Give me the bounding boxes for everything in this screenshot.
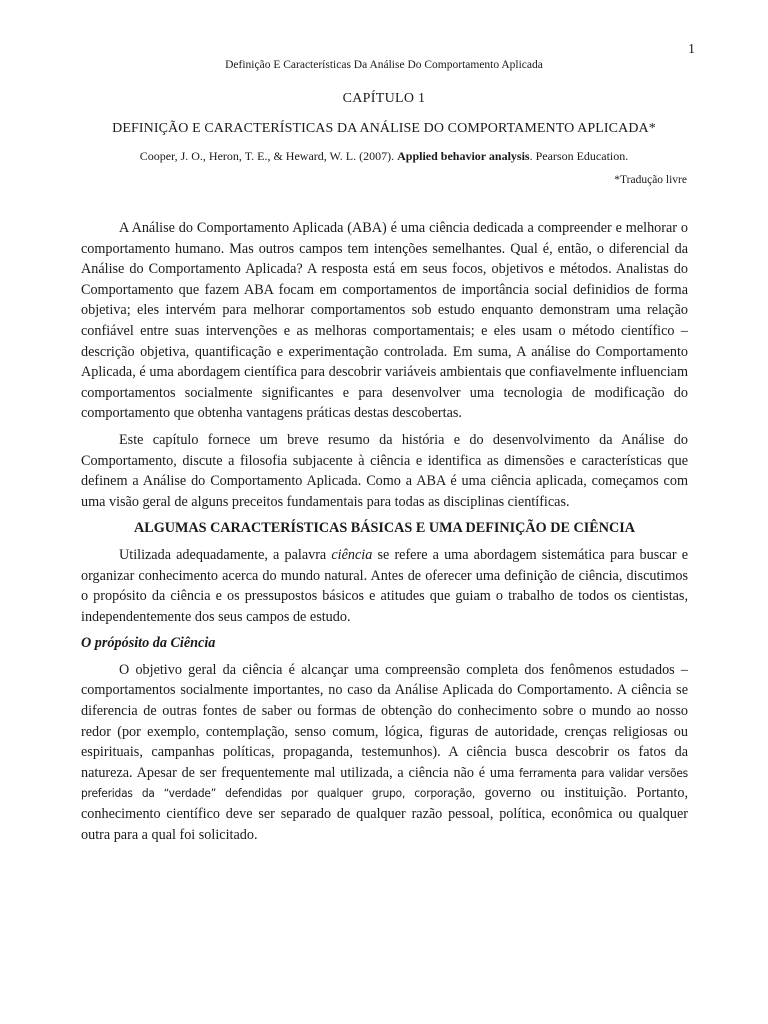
translation-note: *Tradução livre [614,174,687,186]
chapter-label: CAPÍTULO 1 [342,91,426,106]
paragraph-science-definition [81,545,688,627]
citation-authors: Cooper, J. O., Heron, T. E., & Heward, W. L. (2007). [139,149,398,163]
section-heading: ALGUMAS CARACTERÍSTICAS BÁSICAS E UMA DEFINIÇÃO DE CIÊNCIA [134,520,635,537]
paragraph-intro: A Análise do Comportamento Aplicada (ABA) é uma ciência dedicada a compreender e melhorar o comportamento humano. Mas outros campos tem intenções semelhantes. Qual é, então, o diferencial da Análise do Comportamento Aplicada? A resposta está em seus focos, objetivos e métodos. Analistas do Comportamento que fazem ABA focam em comportamentos de importância social definidios de forma objetiva; eles intervém para melhorar comportamentos sob estudo enquanto demonstram uma relação confiável entre suas intervenções e as melhoras comportamentais; e eles usam o método científico – descrição objetiva, quantificação e experimentação controlada. Em suma, A análise do Comportamento Aplicada, é uma abordagem científica para descobrir variáveis ambientais que confiavelmente influenciam comportamentos socialmente significantes e para desenvolver uma tecnologia de modificação do comportamento que obtenha vantagens práticas destas descobertas. [81,220,688,422]
citation [0,149,768,164]
paragraph-science-purpose [81,660,688,845]
running-header: Definição E Características Da Análise Do Comportamento Aplicada [225,59,543,71]
para3-text-start: Utilizada adequadamente, a palavra [119,546,332,563]
para4-text-end: governo ou instituição. Portanto, conhecimento científico deve ser separado de qualquer razão pessoal, política, econômica ou qualquer outra para a qual foi solicitado. [81,785,688,843]
term-ciencia: ciência [331,546,373,563]
body-text [81,218,688,851]
chapter-title: DEFINIÇÃO E CARACTERÍSTICAS DA ANÁLISE DO COMPORTAMENTO APLICADA* [112,121,656,136]
paragraph-chapter-overview: Este capítulo fornece um breve resumo da história e do desenvolvimento da Análise do Comportamento, discute a filosofia subjacente à ciência e identifica as dimensões e características que definem a Análise do Comportamento Aplicada. Como a ABA é uma ciência aplicada, começamos com uma visão geral de alguns preceitos fundamentais para todas as disciplinas científicas. [81,431,688,510]
citation-book-title: Applied behavior analysis [397,149,530,163]
para3-text-end: se refere a uma abordagem sistemática para buscar e organizar conhecimento acerca do mundo natural. Antes de oferecer uma definição de ciência, discutimos o propósito da ciência e os pressupostos básicos e atitudes que guiam o trabalho de todos os cientistas, independentemente dos seus campos de estudo. [81,546,688,625]
para4-text-start: O objetivo geral da ciência é alcançar uma compreensão completa dos fenômenos estudados – comportamentos socialmente importantes, no caso da Análise Aplicada do Comportamento. A ciência se diferencia de outras fontes de saber ou formas de obtenção do conhecimento sobre o mundo ao nosso redor (por exemplo, contemplação, senso comum, lógica, figuras de autoridade, crenças religiosas ou espirituais, campanhas políticas, propaganda, testemunhos). A ciência busca descobrir os fatos da natureza. Apesar de ser frequentemente mal utilizada, a ciência não é uma [81,661,688,781]
sub-heading-purpose: O própósito da Ciência [81,635,216,652]
page-number: 1 [688,42,695,57]
citation-publisher: . Pearson Education. [529,149,629,163]
para4-sans-line: ferramenta para validar versões preferidas da “verdade” defendidas por qualquer grupo, corporação, [81,765,688,801]
